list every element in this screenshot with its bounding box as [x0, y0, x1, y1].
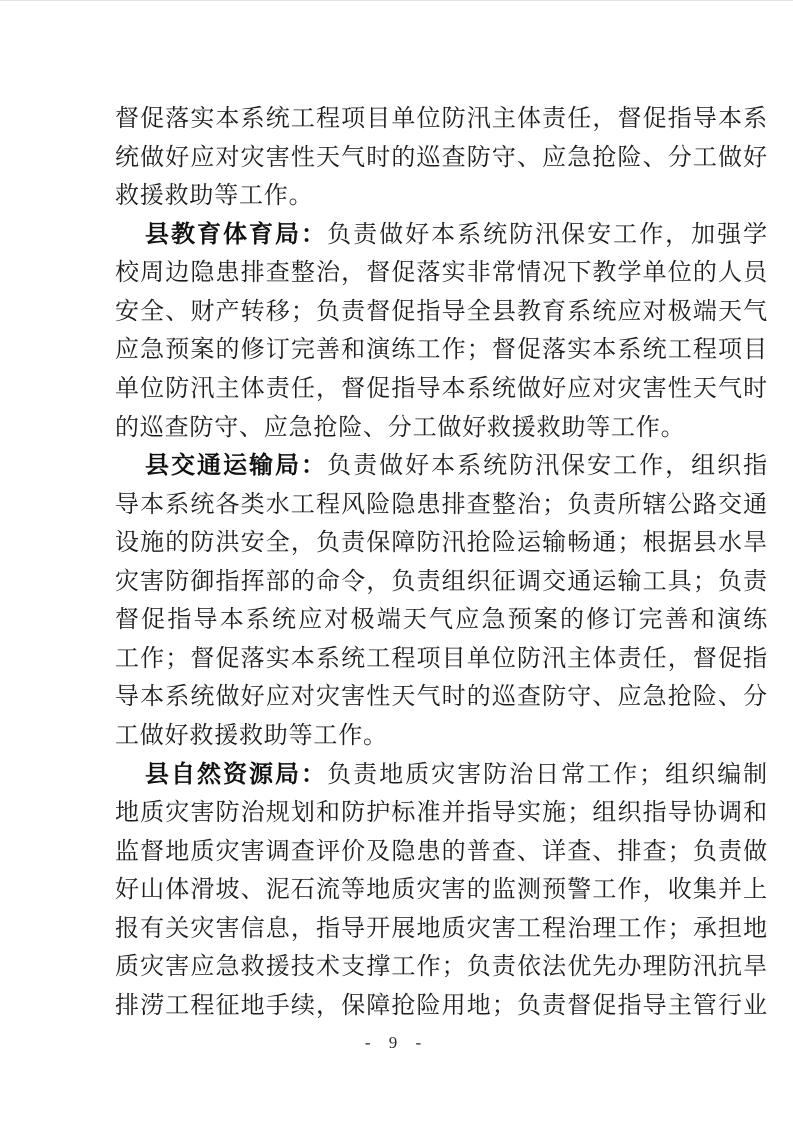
- text-line: 工作；督促落实本系统工程项目单位防汛主体责任，督促指: [115, 645, 768, 672]
- text-line: 救援救助等工作。: [115, 183, 314, 210]
- text-line: 导本系统做好应对灾害性天气时的巡查防守、应急抢险、分: [115, 684, 768, 711]
- text-line: [115, 216, 768, 255]
- paragraph-education-sports-bureau: [115, 216, 768, 447]
- department-name: 县教育体育局：: [145, 220, 328, 248]
- page-number: - 9 -: [364, 1033, 429, 1052]
- line-text: 负责做好本系统防汛保安工作，加强学: [327, 221, 768, 248]
- text-block: [115, 100, 768, 1026]
- text-line: 校周边隐患排查整治，督促落实非常情况下教学单位的人员: [115, 260, 768, 287]
- text-line: [115, 447, 768, 486]
- department-name: 县自然资源局：: [145, 760, 328, 788]
- page-top-edge: [0, 0, 793, 1]
- text-line: 监督地质灾害调查评价及隐患的普查、详查、排查；负责做: [115, 838, 768, 865]
- text-line: 质灾害应急救援技术支撑工作；负责依法优先办理防汛抗旱: [115, 954, 768, 981]
- text-line: 导本系统各类水工程风险隐患排查整治；负责所辖公路交通: [115, 491, 768, 518]
- paragraph-continuation-flood-duties: [115, 100, 768, 216]
- text-line: 灾害防御指挥部的命令，负责组织征调交通运输工具；负责: [115, 568, 768, 595]
- line-text: 负责做好本系统防汛保安工作，组织指: [327, 453, 768, 480]
- text-line: 督促落实本系统工程项目单位防汛主体责任，督促指导本系: [115, 106, 768, 132]
- text-line: 地质灾害防治规划和防护标准并指导实施；组织指导协调和: [115, 800, 768, 827]
- text-line: 督促指导本系统应对极端天气应急预案的修订完善和演练: [115, 607, 768, 634]
- text-line: 好山体滑坡、泥石流等地质灾害的监测预警工作，收集并上: [115, 877, 768, 904]
- paragraph-transport-bureau: [115, 447, 768, 756]
- text-line: 安全、财产转移；负责督促指导全县教育系统应对极端天气: [115, 298, 768, 325]
- text-line: 设施的防洪安全，负责保障防汛抢险运输畅通；根据县水旱: [115, 530, 768, 557]
- text-line: 排涝工程征地手续，保障抢险用地；负责督促指导主管行业: [115, 992, 768, 1019]
- text-line: 应急预案的修订完善和演练工作；督促落实本系统工程项目: [115, 337, 768, 364]
- department-name: 县交通运输局：: [145, 452, 328, 480]
- paragraph-natural-resources-bureau: [115, 756, 768, 1026]
- text-line: 的巡查防守、应急抢险、分工做好救援救助等工作。: [115, 414, 686, 441]
- text-line: 工做好救援救助等工作。: [115, 723, 388, 749]
- text-line: 单位防汛主体责任，督促指导本系统做好应对灾害性天气时: [115, 375, 768, 402]
- text-line: 报有关灾害信息，指导开展地质灾害工程治理工作；承担地: [115, 915, 768, 942]
- text-line: 统做好应对灾害性天气时的巡查防守、应急抢险、分工做好: [115, 144, 768, 171]
- line-text: 负责地质灾害防治日常工作；组织编制: [327, 761, 768, 788]
- text-line: [115, 756, 768, 795]
